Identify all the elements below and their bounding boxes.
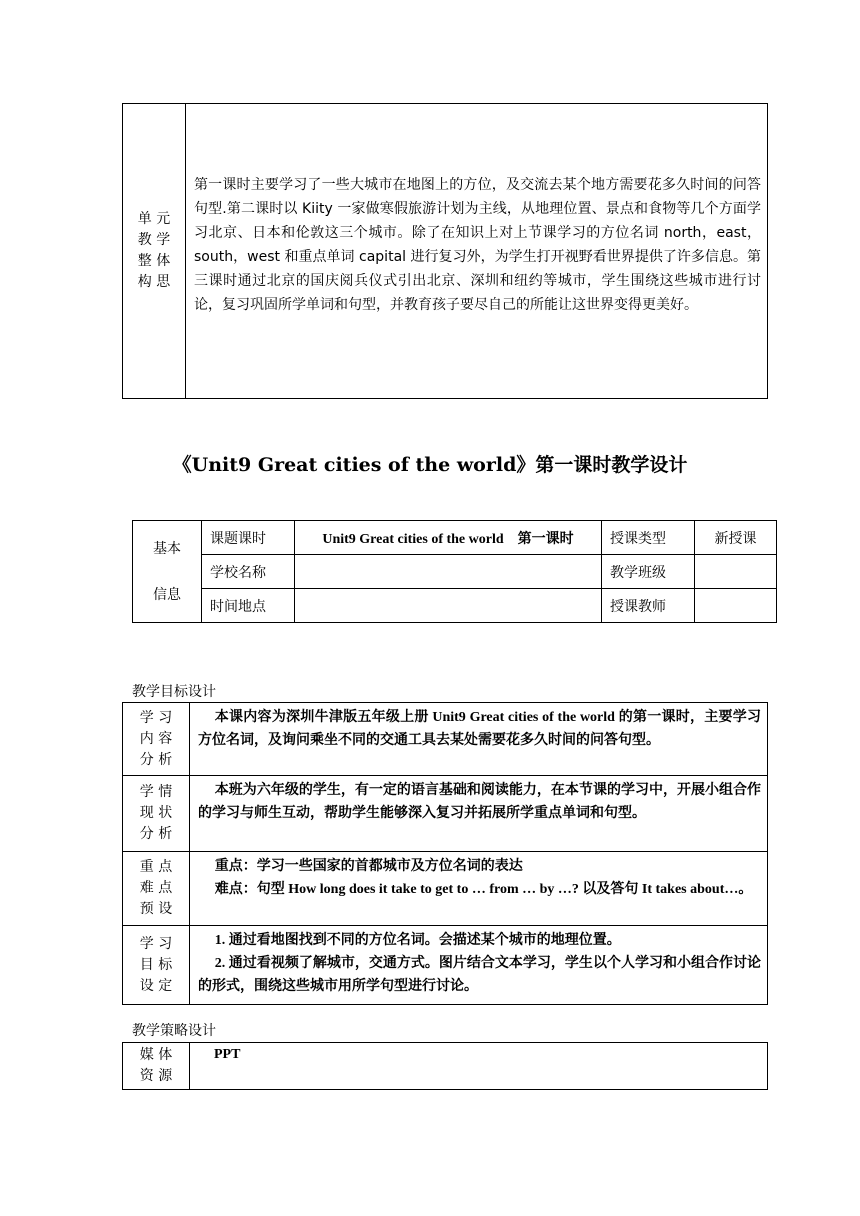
unit-design-text: 第一课时主要学习了一些大城市在地图上的方位，及交流去某个地方需要花多久时间的问答句型.第二课时以 Kiity 一家做寒假旅游计划为主线，从地理位置、景点和食物等几个方面学习北京、日本和伦敦这三个城市。除了在知识上对上节课学习的方位名词 north，east，south，west 和重点单词 capital 进行复习外，为学生打开视野看世界提供了许多信息。第三课时通过北京的国庆阅兵仪式引出北京、深圳和纽约等城市，学生围绕这些城市进行讨论，复习巩固所学单词和句型，并教育孩子要尽自己的所能让这世界变得更美好。 xyxy=(194,177,761,313)
label-line: 学 情 xyxy=(139,784,173,800)
content-line: 难点：句型 How long does it take to get to … from … by …? 以及答句 It takes about…。 xyxy=(214,882,753,897)
field-value xyxy=(695,555,777,589)
basic-info-table xyxy=(132,520,777,623)
row-label xyxy=(123,926,190,1005)
field-value xyxy=(295,521,602,555)
field-label: 时间地点 xyxy=(202,589,295,623)
label-line: 信息 xyxy=(153,586,181,603)
row-label xyxy=(123,703,190,776)
field-value: 新授课 xyxy=(695,521,777,555)
field-label: 教学班级 xyxy=(602,555,695,589)
content-line: 重点：学习一些国家的首都城市及方位名词的表达 xyxy=(214,859,523,874)
strategy-table xyxy=(122,1042,768,1090)
label-line: 分 析 xyxy=(139,826,173,842)
content-line: 本课内容为深圳牛津版五年级上册 Unit9 Great cities of the world 的第一课时，主要学习方位名词，及询问乘坐不同的交通工具去某处需要花多久时间的问答句型。 xyxy=(198,710,761,748)
goals-section-heading: 教学目标设计 xyxy=(132,684,216,700)
goals-table xyxy=(122,702,768,1005)
row-content xyxy=(190,776,768,852)
row-content xyxy=(190,926,768,1005)
document-title: 《Unit9 Great cities of the world》第一课时教学设计 xyxy=(172,454,688,476)
row-content xyxy=(190,852,768,926)
unit-design-table xyxy=(122,103,768,399)
lesson-title-value: Unit9 Great cities of the world 第一课时 xyxy=(322,531,574,547)
label-line: 学 习 xyxy=(139,935,173,952)
row-content xyxy=(190,703,768,776)
label-line: 学 习 xyxy=(139,709,173,726)
basic-info-label xyxy=(133,521,202,623)
label-line: 内 容 xyxy=(139,730,173,747)
unit-design-text-cell xyxy=(186,104,768,399)
media-resource-value: PPT xyxy=(190,1043,768,1090)
row-label xyxy=(123,1043,190,1090)
label-line: 教 学 xyxy=(137,232,171,248)
field-value xyxy=(295,589,602,623)
label-line: 设 定 xyxy=(139,977,173,994)
field-label: 授课教师 xyxy=(602,589,695,623)
content-line: 2. 通过看视频了解城市，交通方式。图片结合文本学习，学生以个人学习和小组合作讨论的形式，围绕这些城市用所学句型进行讨论。 xyxy=(198,956,761,994)
label-line: 目 标 xyxy=(139,956,173,973)
content-line: 本班为六年级的学生，有一定的语言基础和阅读能力，在本节课的学习中，开展小组合作的学习与师生互动，帮助学生能够深入复习并拓展所学重点单词和句型。 xyxy=(198,783,761,821)
label-line: 单 元 xyxy=(137,211,171,227)
strategy-section-heading: 教学策略设计 xyxy=(132,1023,216,1039)
field-label: 课题课时 xyxy=(202,521,295,555)
label-line: 基本 xyxy=(153,540,181,557)
label-line: 整 体 xyxy=(137,253,171,269)
field-value xyxy=(295,555,602,589)
label-line: 预 设 xyxy=(139,901,173,917)
label-line: 难 点 xyxy=(139,880,173,896)
row-label xyxy=(123,776,190,852)
label-line: 分 析 xyxy=(139,751,173,768)
content-line: 1. 通过看地图找到不同的方位名词。会描述某个城市的地理位置。 xyxy=(214,933,621,948)
label-line: 资 源 xyxy=(139,1068,173,1084)
field-label: 学校名称 xyxy=(202,555,295,589)
unit-design-label xyxy=(123,104,186,399)
label-line: 重 点 xyxy=(139,859,173,875)
row-label xyxy=(123,852,190,926)
label-line: 现 状 xyxy=(139,805,173,821)
field-value xyxy=(695,589,777,623)
label-line: 构 思 xyxy=(137,274,171,290)
label-line: 媒 体 xyxy=(139,1047,173,1063)
field-label: 授课类型 xyxy=(602,521,695,555)
